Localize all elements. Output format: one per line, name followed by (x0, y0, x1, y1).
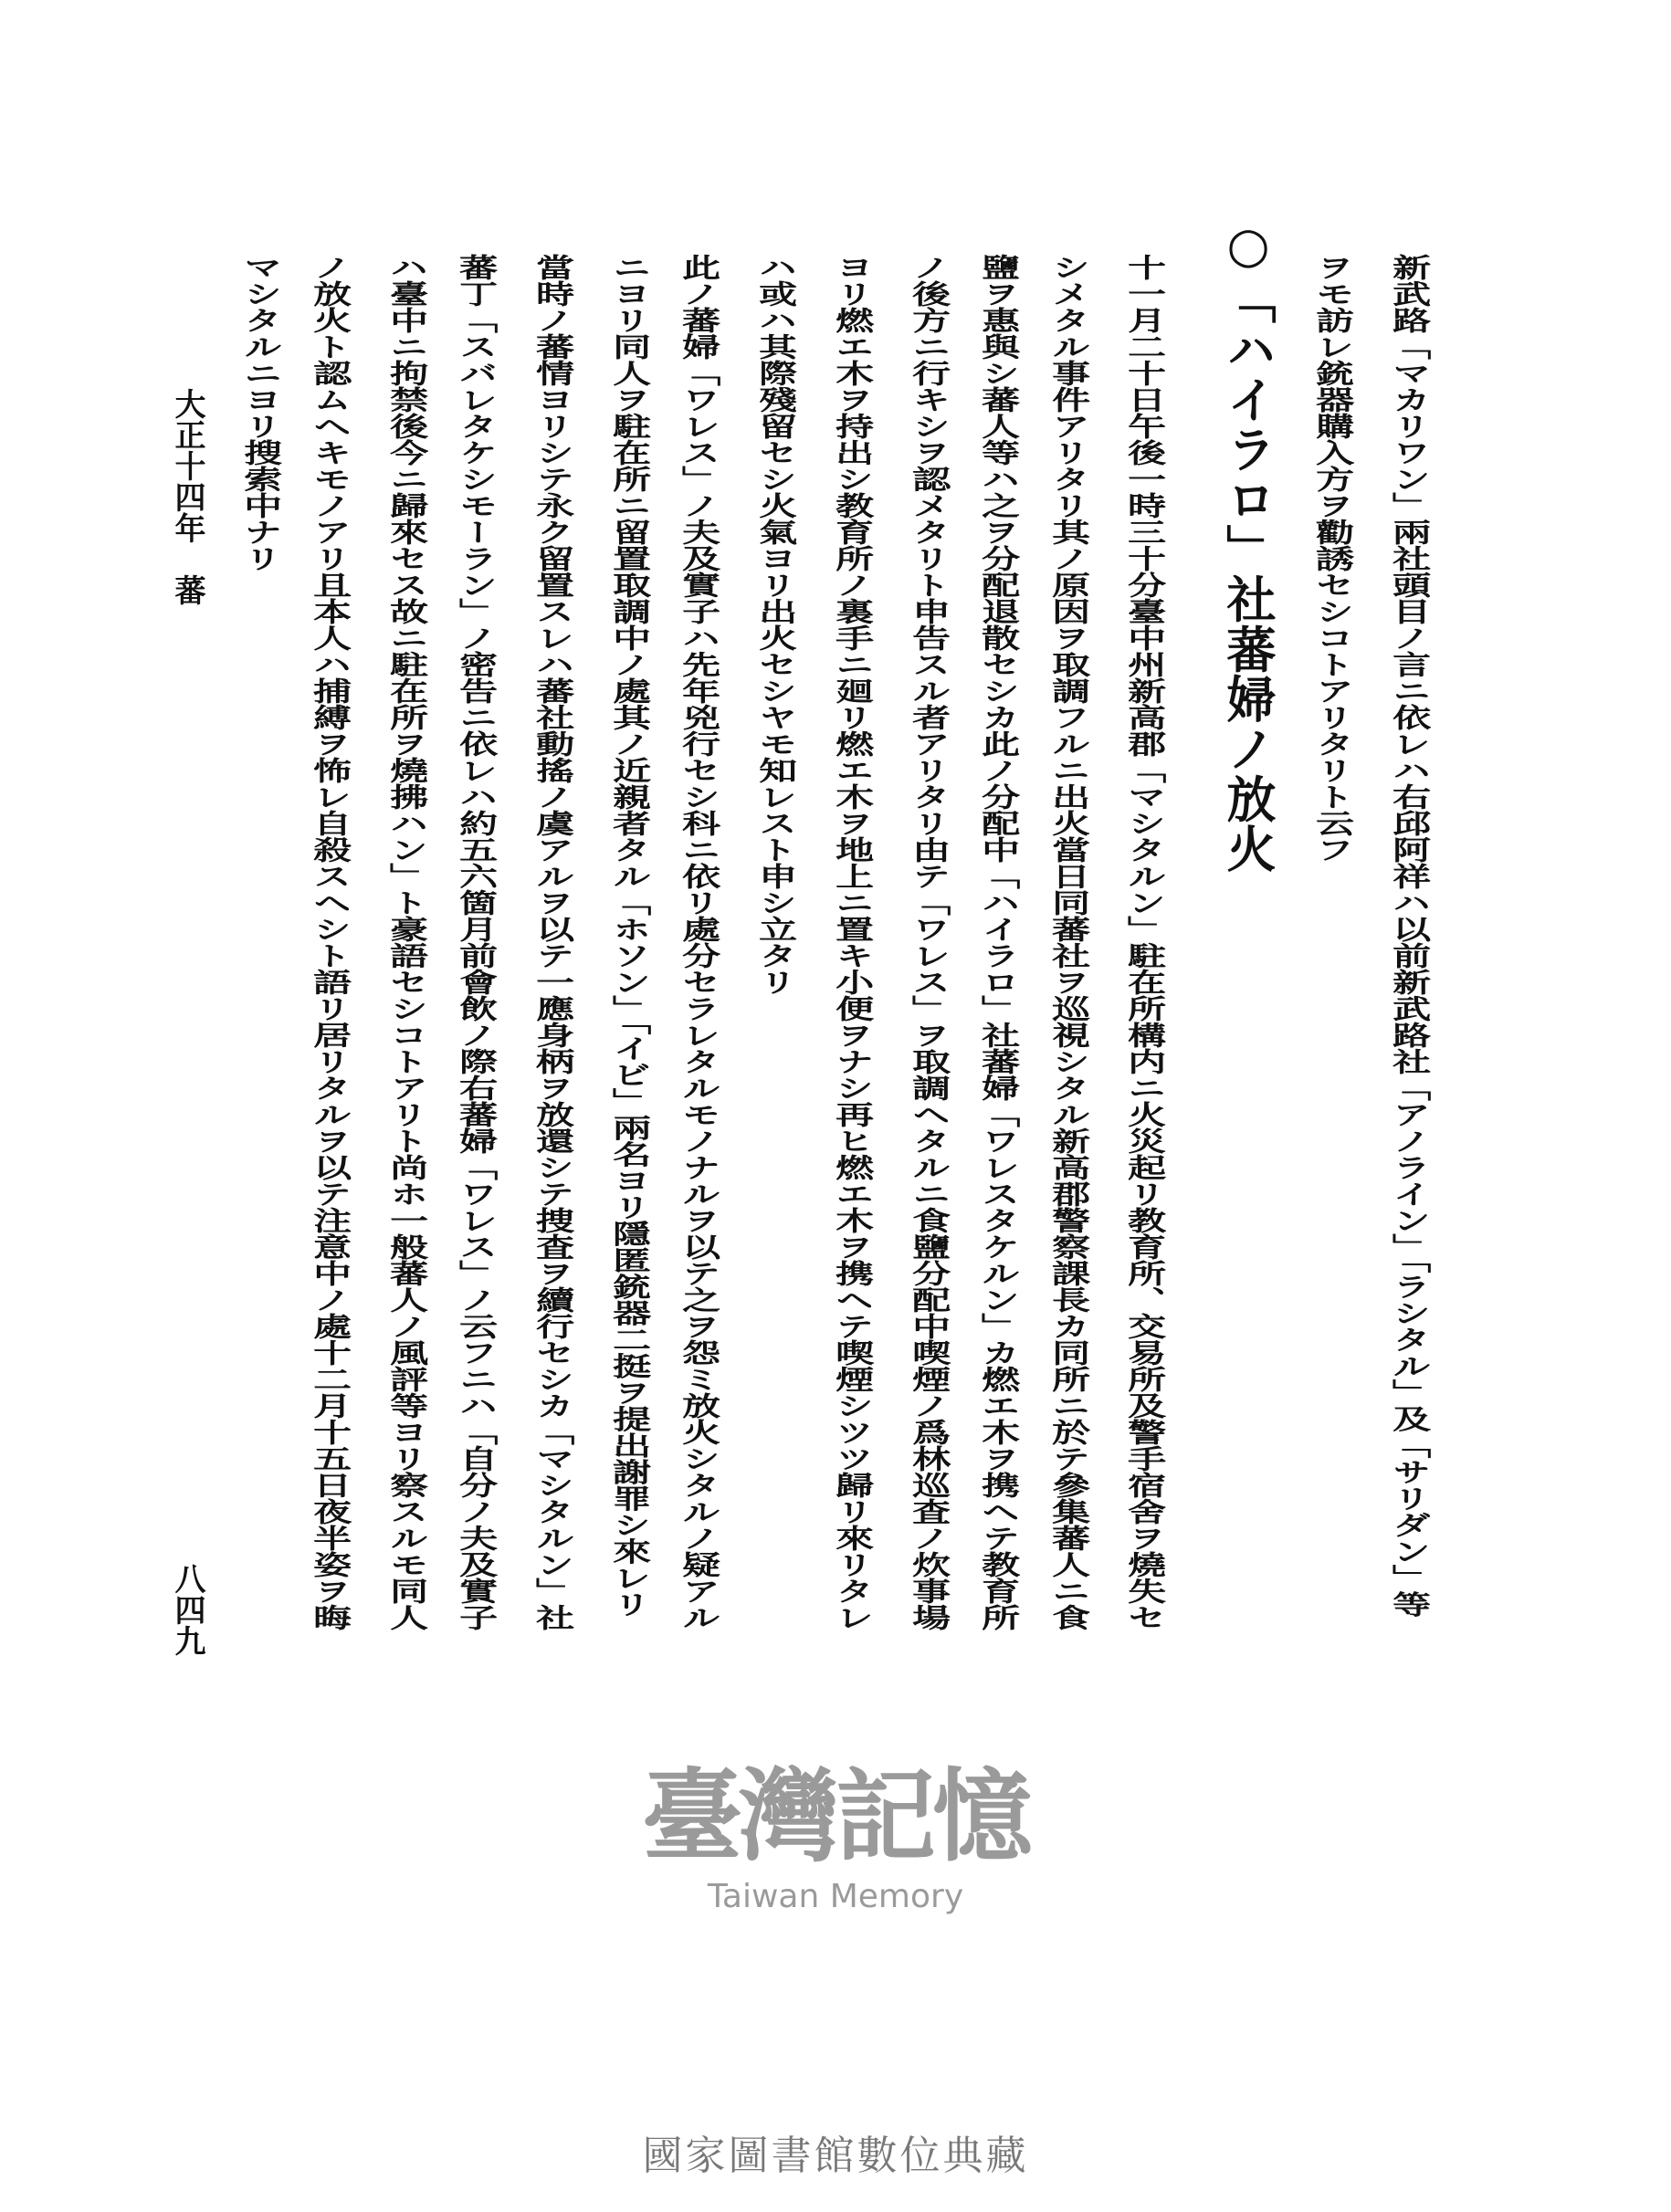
running-head: 大正十四年 蕃 (169, 388, 205, 605)
text-column: ニヨリ同人ヲ駐在所ニ留置取調中ノ處其ノ近親者タル「ホソン」「イビ」兩名ヨリ隱匿銃器二挺ヲ提出謝罪シ來レリ (607, 254, 653, 1618)
text-column: シメタル事件アリタリ其ノ原因ヲ取調フルニ出火當日同蕃社ヲ巡視シタル新高郡警察課長カ同所ニ於テ參集蕃人ニ食 (1046, 254, 1092, 1630)
text-column: ノ後方ニ行キシヲ認メタリト申告スル者アリタリ由テ「ワレス」ヲ取調ヘタルニ食鹽分配中喫煙ノ爲林巡査ノ炊事場 (907, 254, 952, 1630)
watermark-english: Taiwan Memory (707, 1878, 964, 1915)
watermark-logo-text: 臺灣記憶 (642, 1757, 1029, 1875)
text-column: ヨリ燃エ木ヲ持出シ教育所ノ裏手ニ廻リ燃エ木ヲ地上ニ置キ小便ヲナシ再ヒ燃エ木ヲ携ヘテ喫煙シツツ歸リ來リタレ (830, 254, 876, 1630)
text-column: ハ或ハ其際殘留セシ火氣ヨリ出火セシヤモ知レスト申シ立タリ (753, 254, 799, 995)
text-column: ノ放火ト認ムヘキモノアリ且本人ハ捕縛ヲ怖レ自殺スヘシト語リ居リタルヲ以テ注意中ノ處十二月十五日夜半姿ヲ晦 (308, 254, 353, 1630)
text-column: 鹽ヲ惠與シ蕃人等ハ之ヲ分配退散セシカ此ノ分配中「ハイラロ」社蕃婦「ワレスタケルン」カ燃エ木ヲ携ヘテ教育所 (976, 254, 1022, 1630)
text-column: 此ノ蕃婦「ワレス」ノ夫及實子ハ先年兇行セシ科ニ依リ處分セラレタルモノナルヲ以テ之ヲ怨ミ放火シタルノ疑アル (677, 254, 722, 1630)
section-heading: ○「ハイラロ」社蕃婦ノ放火 (1219, 215, 1277, 873)
watermark (0, 1757, 1671, 1917)
text-column: マシタルニヨリ搜索中ナリ (238, 254, 284, 571)
text-column: 新武路「マカリワン」兩社頭目ノ言ニ依レハ右邱阿祥ハ以前新武路社「アノライン」「ラシタル」及「サリダン」等 (1387, 254, 1433, 1618)
text-column: 十一月二十日午後一時三十分臺中州新高郡「マシタルン」駐在所構内ニ火災起リ教育所、交易所及警手宿舍ヲ燒失セ (1122, 254, 1168, 1630)
library-credit: 國家圖書館數位典藏 (642, 2133, 1029, 2179)
text-column: ヲモ訪レ銃器購入方ヲ勸誘セシコトアリタリト云フ (1310, 254, 1356, 863)
text-column: 當時ノ蕃情ヨリシテ永ク留置スレハ蕃社動搖ノ虞アルヲ以テ一應身柄ヲ放還シテ捜査ヲ續行セシカ「マシタルン」社 (531, 254, 576, 1630)
text-column: ハ臺中ニ拘禁後今ニ歸來セス故ニ駐在所ヲ燒拂ハン」ト豪語セシコトアリト尚ホ一般蕃人ノ風評等ヨリ察スルモ同人 (384, 254, 430, 1630)
page-number: 八四九 (169, 1563, 205, 1656)
text-column: 蕃丁「スバレタケシモーラン」ノ密告ニ依レハ約五六箇月前會飲ノ際右蕃婦「ワレス」ノ云フニハ「自分ノ夫及實子 (454, 254, 499, 1630)
